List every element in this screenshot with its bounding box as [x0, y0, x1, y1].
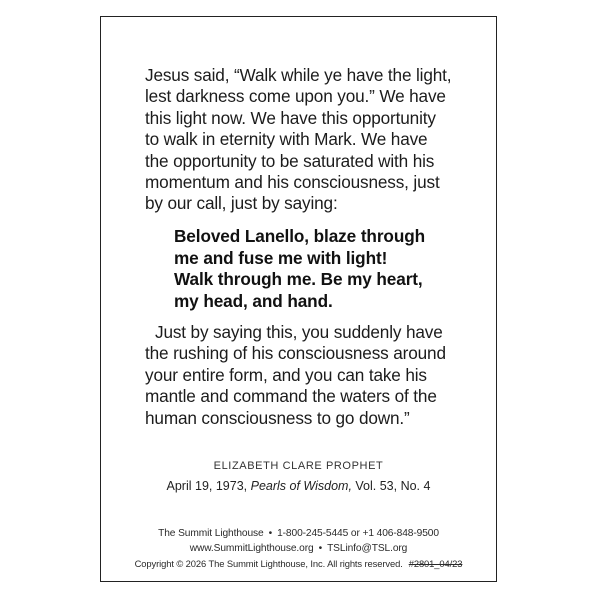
paragraph-line: this light now. We have this opportunity: [145, 107, 436, 128]
footer-separator: •: [318, 543, 323, 554]
footer-copyright-line: [100, 558, 497, 569]
paragraph-line: to walk in eternity with Mark. We have: [145, 129, 428, 150]
paragraph-line: the opportunity to be saturated with his: [145, 150, 435, 171]
paragraph-line: your entire form, and you can take his: [145, 364, 427, 385]
decree-line: Beloved Lanello, blaze through: [174, 226, 426, 246]
footer-website-link[interactable]: www.SummitLighthouse.org: [189, 543, 314, 554]
paragraph-line: the rushing of his consciousness around: [145, 343, 446, 364]
decree-line: Walk through me. Be my heart,: [174, 269, 423, 290]
footer-email-link[interactable]: TSLinfo@TSL.org: [327, 543, 408, 554]
paragraph-line: Jesus said, “Walk while ye have the light,: [145, 65, 452, 85]
paragraph-line: Just by saying this, you suddenly have: [155, 322, 443, 342]
paragraph-line: lest darkness come upon you.” We have: [145, 86, 446, 107]
footer-web-line: [100, 543, 497, 554]
decree-line: me and fuse me with light!: [174, 247, 388, 268]
source-date: April 19, 1973,: [166, 479, 248, 493]
closing-paragraph: [145, 322, 465, 429]
paragraph-line: human consciousness to go down.”: [145, 407, 410, 428]
decree-block: [174, 226, 425, 312]
footer-org: The Summit Lighthouse: [158, 528, 264, 539]
paragraph-line: mantle and command the waters of the: [145, 386, 437, 407]
decree-line: my head, and hand.: [174, 290, 333, 311]
source-citation: [100, 479, 497, 493]
paragraph-line: by our call, just by saying:: [145, 193, 338, 214]
opening-paragraph: [145, 65, 465, 215]
copyright-text: Copyright © 2026 The Summit Lighthouse, Inc. All rights reserved.: [134, 558, 403, 569]
item-code: #2801_04/23: [408, 558, 463, 569]
footer-contact-line: [100, 528, 497, 539]
author-name: ELIZABETH CLARE PROPHET: [213, 460, 384, 472]
source-volume: Vol. 53, No. 4: [355, 479, 431, 493]
source-work: Pearls of Wisdom,: [250, 479, 352, 493]
paragraph-line: momentum and his consciousness, just: [145, 172, 440, 193]
footer-separator: •: [268, 528, 273, 539]
footer-phone: 1-800-245-5445 or +1 406-848-9500: [277, 528, 439, 539]
